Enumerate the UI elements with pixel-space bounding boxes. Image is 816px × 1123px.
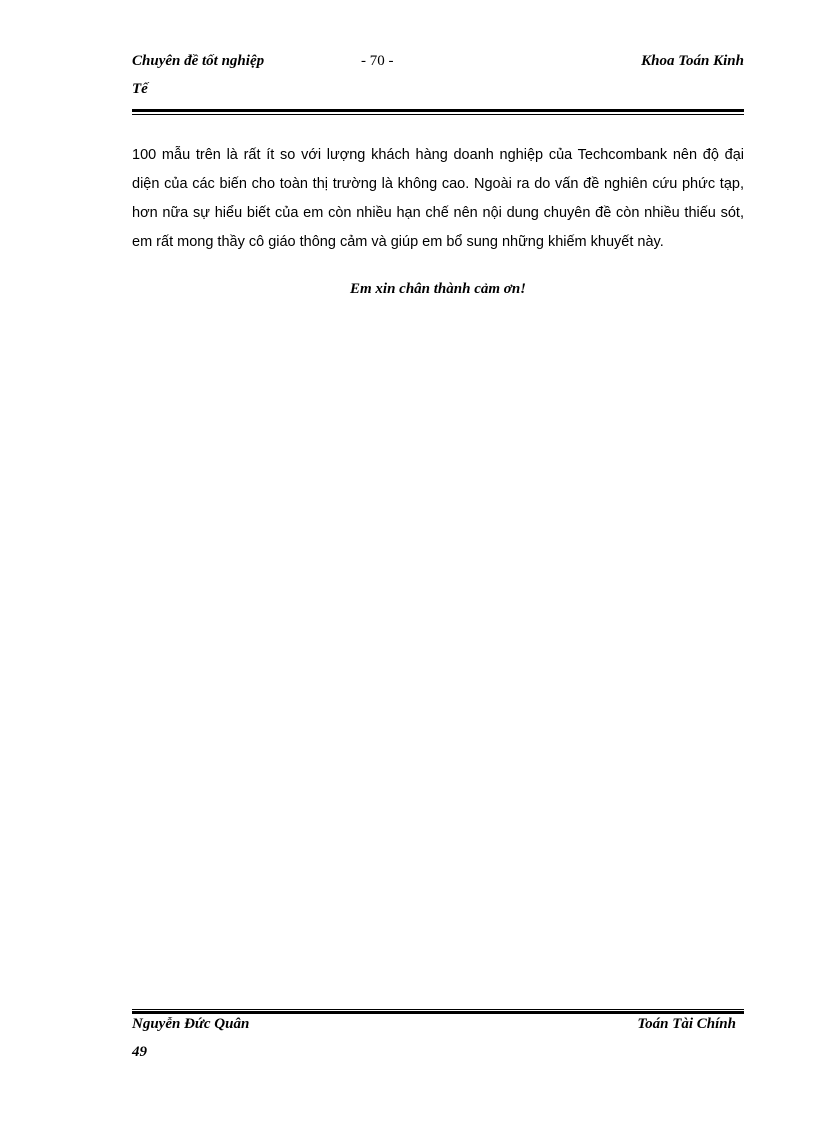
header-left-continuation: Tế — [132, 81, 148, 97]
header-rule-thin — [132, 114, 744, 115]
footer-rule-thin — [132, 1009, 744, 1010]
page-number: - 70 - — [361, 53, 394, 69]
header-right-title: Khoa Toán Kinh — [641, 53, 744, 69]
body-paragraph: 100 mẫu trên là rất ít so với lượng khách hàng doanh nghiệp của Techcombank nên độ đại diện của các biến cho toàn thị trường là không cao. Ngoài ra do vấn đề nghiên cứu phức tạp, hơn nữa sự hiểu biết của em còn nhiều hạn chế nên nội dung chuyên đề còn nhiều thiếu sót, em rất mong thầy cô giáo thông cảm và giúp em bổ sung những khiếm khuyết này. — [132, 147, 744, 250]
closing-thanks: Em xin chân thành cảm ơn! — [349, 281, 527, 297]
footer-rule-thick — [132, 1011, 744, 1014]
footer-right-title: Toán Tài Chính — [637, 1016, 736, 1032]
header-left-title: Chuyên đề tốt nghiệp — [132, 53, 265, 69]
footer-left-continuation: 49 — [132, 1044, 147, 1060]
header-rule-thick — [132, 109, 744, 112]
footer-author: Nguyễn Đức Quân — [132, 1016, 250, 1032]
